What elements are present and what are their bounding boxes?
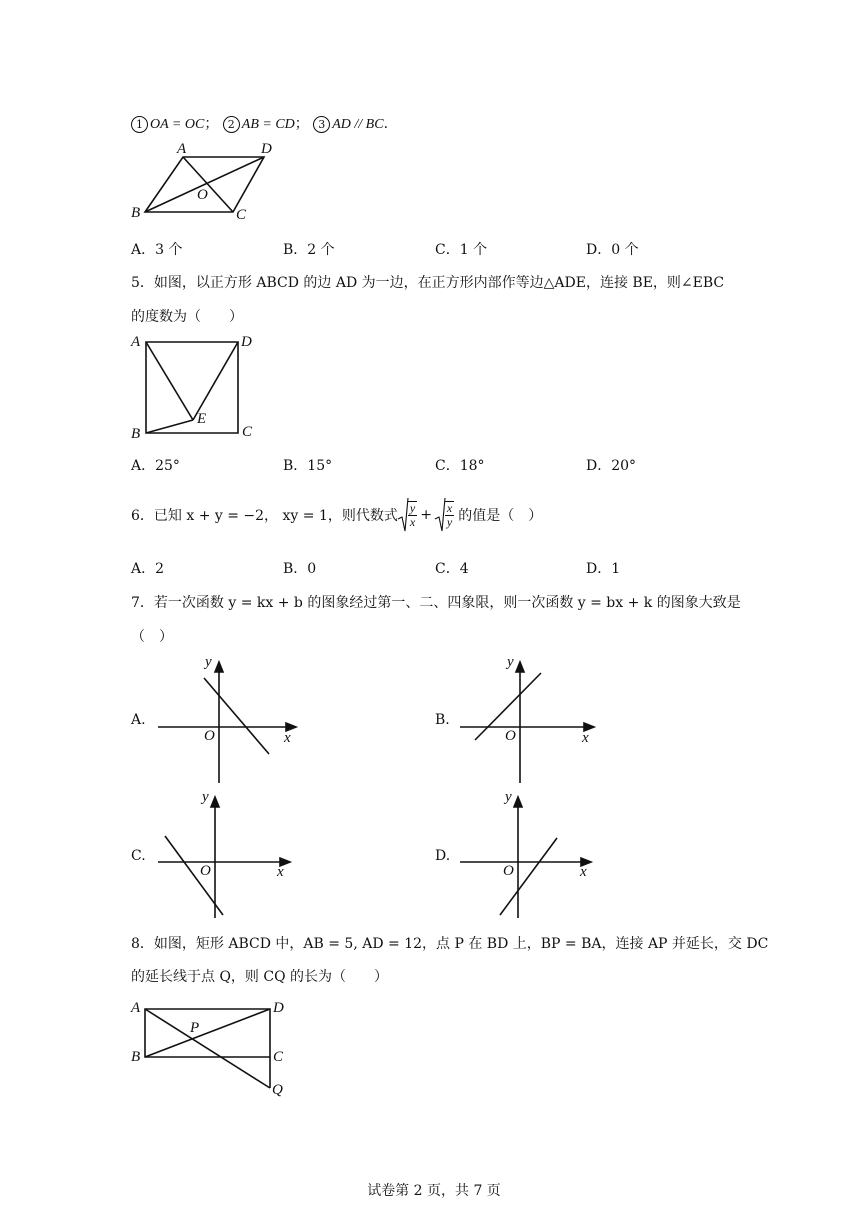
q5-option-d[interactable]: D．20° (586, 458, 637, 474)
q5-option-b[interactable]: B．15° (283, 458, 333, 474)
q8-label-c: C (273, 1049, 284, 1065)
separator: ； (204, 116, 219, 132)
q8-label-q: Q (272, 1082, 283, 1098)
q8-stem-line1: 8．如图，矩形 ABCD 中，AB = 5, AD = 12，点 P 在 BD 上，BP = BA，连接 AP 并延长，交 DC (131, 936, 769, 952)
q5-option-a[interactable]: A．25° (131, 458, 180, 474)
numerator: y (409, 501, 416, 515)
denominator: y (446, 515, 453, 529)
statement-2: AB = CD (241, 117, 295, 132)
q7-option-a[interactable]: A. (131, 712, 146, 728)
q5-option-c[interactable]: C．18° (435, 458, 485, 474)
separator: ； (294, 116, 309, 132)
graph-a-origin-label: O (204, 728, 215, 744)
q4-option-c[interactable]: C．1 个 (435, 242, 488, 258)
q5-label-d: D (241, 334, 252, 350)
q4-label-a: A (177, 141, 187, 157)
graph-b-y-label: y (507, 654, 514, 670)
q7-stem-line1: 7．若一次函数 y = kx + b 的图象经过第一、二、四象限，则一次函数 y = bx + k 的图象大致是 (131, 595, 741, 611)
q7-stem-line2: （ ） (131, 629, 173, 645)
end-period: . (383, 116, 389, 132)
q4-option-d[interactable]: D．0 个 (586, 242, 639, 258)
q6-prefix: 6．已知 x + y = −2， xy = 1，则代数式 (131, 508, 398, 524)
q6-option-a[interactable]: A．2 (131, 561, 165, 577)
circled-number: 3 (313, 116, 330, 133)
circled-number: 2 (223, 116, 240, 133)
plus-sign: + (420, 507, 432, 523)
graph-c-y-label: y (202, 789, 209, 805)
denominator: x (409, 515, 416, 529)
diagonal-bd (145, 1009, 270, 1057)
q5-stem-line2: 的度数为（ ） (131, 309, 243, 325)
q5-label-e: E (197, 411, 207, 427)
q4-label-o: O (197, 187, 208, 203)
graph-d-origin-label: O (503, 863, 514, 879)
graph-a-x-label: x (284, 730, 291, 746)
statement-1: OA = OC (150, 117, 205, 132)
graph-d-y-label: y (505, 789, 512, 805)
q5-label-c: C (242, 424, 253, 440)
q4-label-c: C (236, 207, 247, 223)
graph-c-x-label: x (277, 864, 284, 880)
q7-option-b[interactable]: B. (435, 712, 450, 728)
q5-label-a: A (131, 334, 141, 350)
segment-aq (145, 1009, 270, 1088)
circled-number: 1 (131, 116, 148, 133)
q8-label-a: A (131, 1000, 141, 1016)
q4-option-a[interactable]: A．3 个 (131, 242, 183, 258)
q5-label-b: B (131, 426, 141, 442)
q8-stem-line2: 的延长线于点 Q，则 CQ 的长为（ ） (131, 969, 389, 985)
q6-option-c[interactable]: C．4 (435, 561, 469, 577)
graph-a-y-label: y (205, 654, 212, 670)
numerator: x (446, 501, 453, 515)
q8-label-b: B (131, 1049, 141, 1065)
q7-option-d[interactable]: D. (435, 848, 451, 864)
q4-label-d: D (261, 141, 272, 157)
statement-3: AD // BC (332, 117, 384, 132)
graph-c-origin-label: O (200, 863, 211, 879)
q6-option-d[interactable]: D．1 (586, 561, 621, 577)
q8-label-d: D (273, 1000, 284, 1016)
q6-option-b[interactable]: B．0 (283, 561, 317, 577)
q5-stem-line1: 5．如图，以正方形 ABCD 的边 AD 为一边，在正方形内部作等边△ADE，连接 BE，则∠EBC (131, 275, 725, 291)
page-footer: 试卷第 2 页，共 7 页 (367, 1183, 501, 1199)
q7-option-c[interactable]: C. (131, 848, 146, 864)
q6-suffix: 的值是（ ） (458, 508, 543, 524)
graph-d-x-label: x (580, 864, 587, 880)
q8-label-p: P (190, 1020, 200, 1036)
q4-option-b[interactable]: B．2 个 (283, 242, 335, 258)
graph-b-origin-label: O (505, 728, 516, 744)
graph-b-x-label: x (582, 730, 589, 746)
q4-label-b: B (131, 205, 141, 221)
